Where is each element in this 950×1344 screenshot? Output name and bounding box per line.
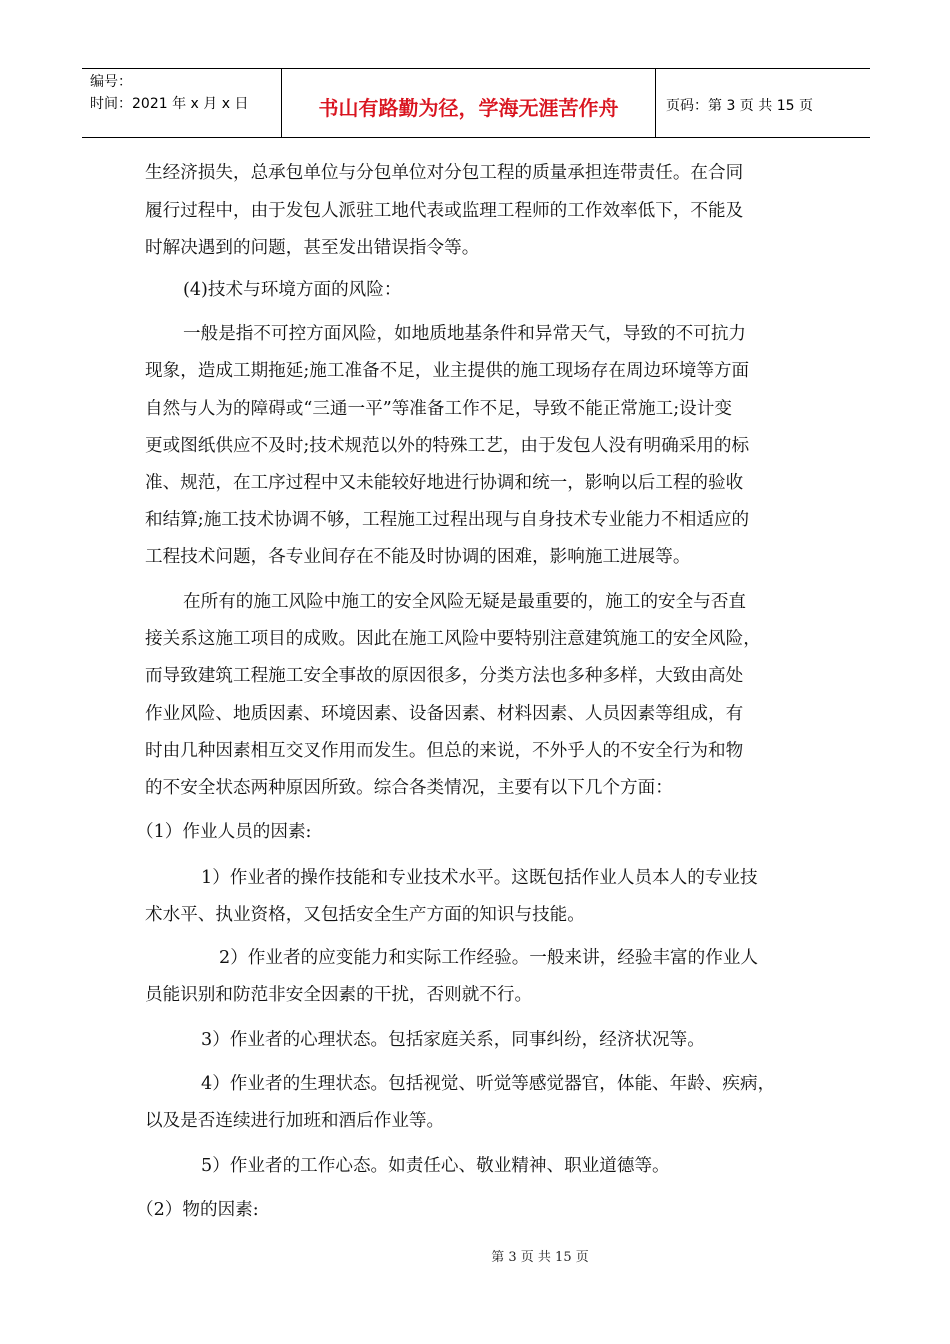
body-line: 自然与人为的障碍或“三通一平”等准备工作不足，导致不能正常施工;设计变 xyxy=(145,399,732,419)
body-line: 准、规范，在工序过程中又未能较好地进行协调和统一，影响以后工程的验收 xyxy=(145,473,744,493)
body-line: 生经济损失，总承包单位与分包单位对分包工程的质量承担连带责任。在合同 xyxy=(145,163,744,183)
header-meta xyxy=(82,69,282,137)
list-item: 2）作业者的应变能力和实际工作经验。一般来讲，经验丰富的作业人 xyxy=(219,948,759,968)
list-item: 4）作业者的生理状态。包括视觉、听觉等感觉器官，体能、年龄、疾病， xyxy=(201,1074,776,1094)
list-item: 5）作业者的工作心态。如责任心、敬业精神、职业道德等。 xyxy=(201,1156,670,1176)
body-line: 的不安全状态两种原因所致。综合各类情况，主要有以下几个方面： xyxy=(145,778,673,798)
list-item-continuation: 以及是否连续进行加班和酒后作业等。 xyxy=(145,1111,445,1131)
body-line: 一般是指不可控方面风险，如地质地基条件和异常天气，导致的不可抗力 xyxy=(183,324,747,344)
list-item: 3）作业者的心理状态。包括家庭关系，同事纠纷，经济状况等。 xyxy=(201,1030,705,1050)
body-line: 工程技术问题，各专业间存在不能及时协调的困难，影响施工进展等。 xyxy=(145,547,691,567)
body-line: 现象，造成工期拖延;施工准备不足，业主提供的施工现场存在周边环境等方面 xyxy=(145,361,750,381)
body-line: 作业风险、地质因素、环境因素、设备因素、材料因素、人员因素等组成，有 xyxy=(145,704,744,724)
section-heading: （1）作业人员的因素: xyxy=(136,822,312,842)
body-line: 更或图纸供应不及时;技术规范以外的特殊工艺，由于发包人没有明确采用的标 xyxy=(145,436,750,456)
body-line: 履行过程中，由于发包人派驻工地代表或监理工程师的工作效率低下，不能及 xyxy=(145,201,744,221)
document-time-label: 时间：2021 年 x 月 x 日 xyxy=(90,96,249,112)
list-item-continuation: 员能识别和防范非安全因素的干扰，否则就不行。 xyxy=(145,985,533,1005)
body-line: 在所有的施工风险中施工的安全风险无疑是最重要的，施工的安全与否直 xyxy=(183,592,747,612)
list-item-continuation: 术水平、执业资格，又包括安全生产方面的知识与技能。 xyxy=(145,905,585,925)
section-heading: (4)技术与环境方面的风险： xyxy=(183,280,402,300)
page-header xyxy=(82,68,870,138)
body-line: 和结算;施工技术协调不够，工程施工过程出现与自身技术专业能力不相适应的 xyxy=(145,510,750,530)
body-line: 接关系这施工项目的成败。因此在施工风险中要特别注意建筑施工的安全风险， xyxy=(145,629,761,649)
list-item: 1）作业者的操作技能和专业技术水平。这既包括作业人员本人的专业技 xyxy=(201,868,758,888)
header-page-info: 页码：第 3 页 共 15 页 xyxy=(666,98,813,114)
header-motto: 书山有路勤为径，学海无涯苦作舟 xyxy=(282,69,656,137)
page-footer: 第 3 页 共 15 页 xyxy=(491,1250,589,1265)
body-line: 时解决遇到的问题，甚至发出错误指令等。 xyxy=(145,238,480,258)
body-line: 而导致建筑工程施工安全事故的原因很多，分类方法也多种多样，大致由高处 xyxy=(145,666,744,686)
body-line: 时由几种因素相互交叉作用而发生。但总的来说，不外乎人的不安全行为和物 xyxy=(145,741,744,761)
section-heading: （2）物的因素: xyxy=(136,1200,259,1220)
document-number-label: 编号： xyxy=(90,74,132,90)
